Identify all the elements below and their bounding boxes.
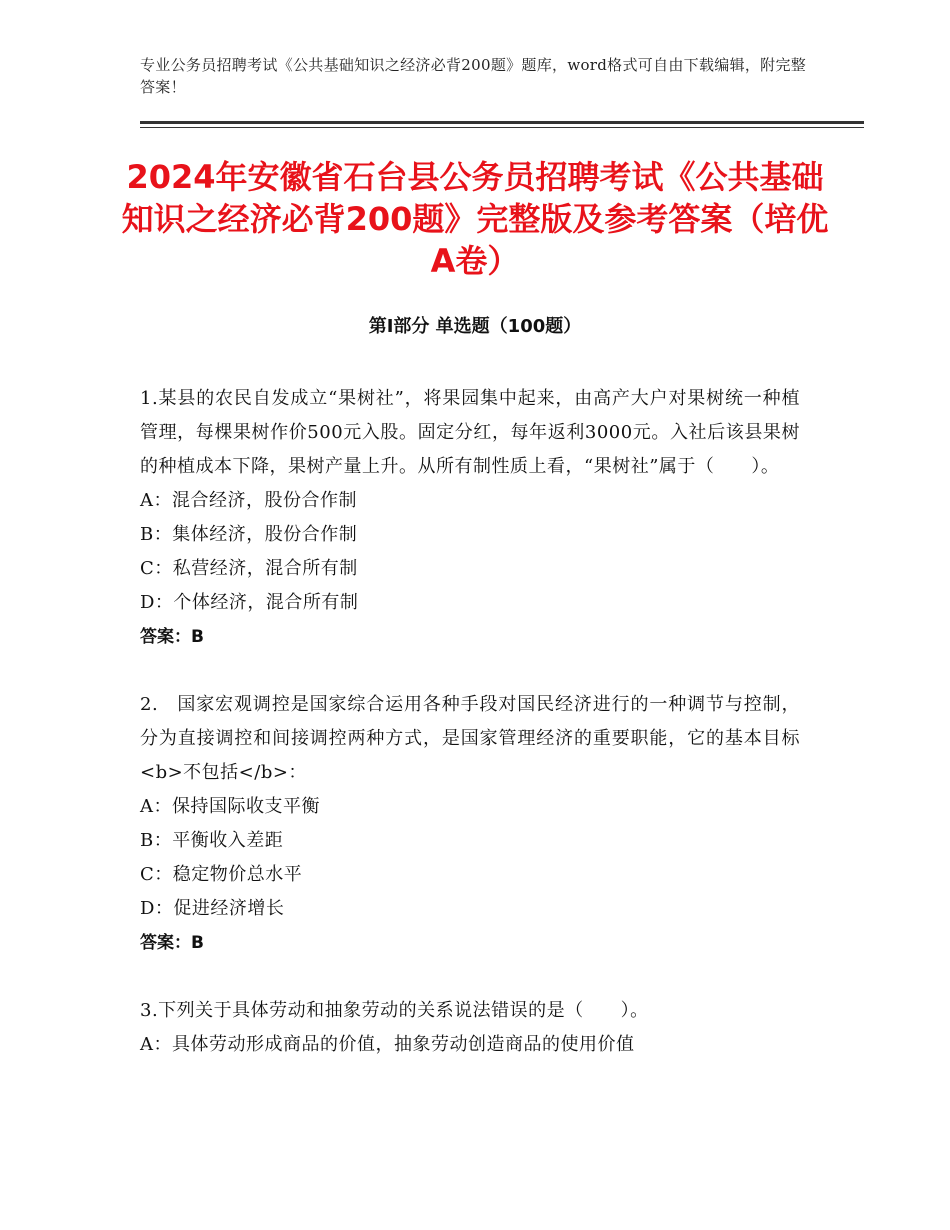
question-2 xyxy=(140,688,800,960)
option-a: A：具体劳动形成商品的价值，抽象劳动创造商品的使用价值 xyxy=(140,1034,635,1055)
question-spacer xyxy=(140,654,800,688)
question-1 xyxy=(140,382,800,654)
question-stem: 2. 国家宏观调控是国家综合运用各种手段对国民经济进行的一种调节与控制，分为直接调控和间接调控两种方式，是国家管理经济的重要职能，它的基本目标<b>不包括</b>： xyxy=(140,694,800,783)
option-c: C：稳定物价总水平 xyxy=(140,864,303,885)
answer: 答案：B xyxy=(140,933,204,953)
question-3 xyxy=(140,994,800,1062)
option-a: A：保持国际收支平衡 xyxy=(140,796,320,817)
section-heading: 第Ⅰ部分 单选题（100题） xyxy=(368,316,582,337)
question-stem: 3.下列关于具体劳动和抽象劳动的关系说法错误的是（ ）。 xyxy=(140,1000,649,1021)
question-list xyxy=(140,382,800,1062)
option-a: A：混合经济，股份合作制 xyxy=(140,490,357,511)
answer: 答案：B xyxy=(140,627,204,647)
option-d: D：促进经济增长 xyxy=(140,898,285,919)
option-b: B：平衡收入差距 xyxy=(140,830,284,851)
option-b: B：集体经济，股份合作制 xyxy=(140,524,358,545)
option-d: D：个体经济，混合所有制 xyxy=(140,592,359,613)
header-note: 专业公务员招聘考试《公共基础知识之经济必背200题》题库，word格式可自由下载编辑，附完整答案！ xyxy=(140,56,807,96)
header-rule-thin xyxy=(140,127,864,128)
header-rule-thick xyxy=(140,121,864,124)
option-c: C：私营经济，混合所有制 xyxy=(140,558,358,579)
question-stem: 1.某县的农民自发成立“果树社”，将果园集中起来，由高产大户对果树统一种植管理，每棵果树作价500元入股。固定分红，每年返利3000元。入社后该县果树的种植成本下降，果树产量上升。从所有制性质上看，“果树社”属于（ ）。 xyxy=(140,388,800,477)
document-title: 2024年安徽省石台县公务员招聘考试《公共基础知识之经济必背200题》完整版及参考答案（培优A卷） xyxy=(121,158,829,280)
question-spacer xyxy=(140,960,800,994)
